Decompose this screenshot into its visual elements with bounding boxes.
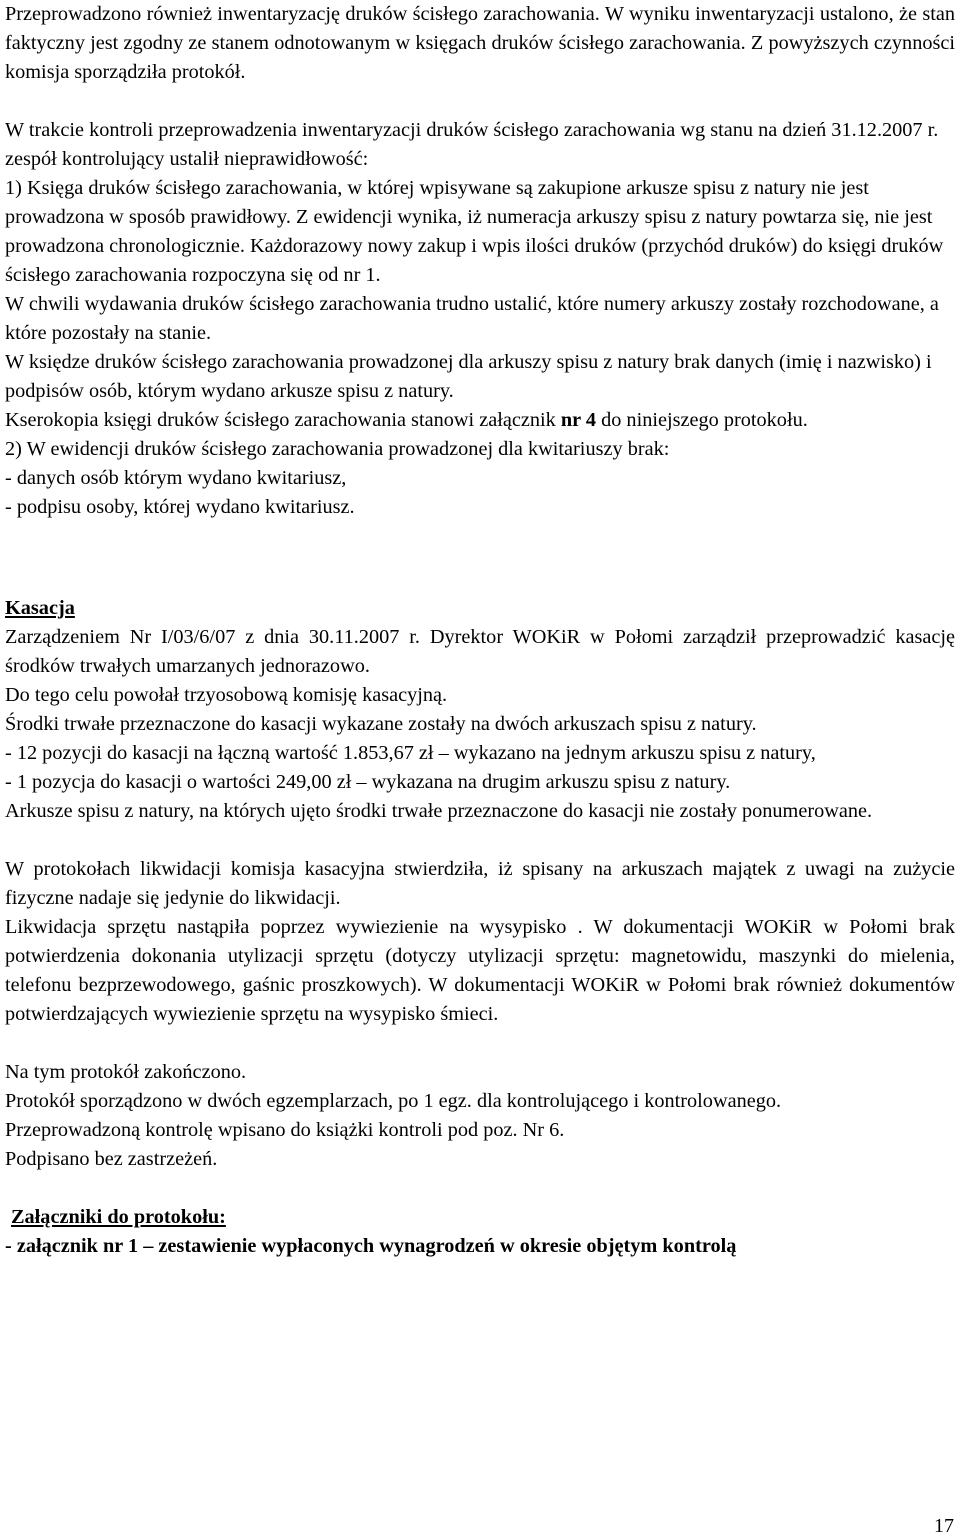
- document-page: [5, 0, 955, 1261]
- kasacja-paragraph-3: Środki trwałe przeznaczone do kasacji wykazane zostały na dwóch arkuszach spisu z natury.: [5, 713, 757, 735]
- control-list-item-2: - podpisu osoby, której wydano kwitariusz.: [5, 496, 355, 518]
- inventory-intro-paragraph: Przeprowadzono również inwentaryzację druków ścisłego zarachowania. W wyniku inwentaryzacji ustalono, że stan faktyczny jest zgodny ze stanem odnotowanym w księgach druków ścisłego zarachowania. Z powyższych czynności komisja sporządziła protokół.: [5, 3, 955, 83]
- control-paragraph-4: W księdze druków ścisłego zarachowania prowadzonej dla arkuszy spisu z natury brak danych (imię i nazwisko) i podpisów osób, którym wydano arkusze spisu z natury.: [5, 351, 932, 402]
- closing-paragraph-3: Przeprowadzoną kontrolę wpisano do książki kontroli pod poz. Nr 6.: [5, 1119, 565, 1141]
- attachment-number-ref: nr 4: [560, 409, 596, 431]
- attachments-heading: Załączniki do protokołu:: [11, 1206, 226, 1228]
- spacer: [5, 522, 955, 565]
- control-paragraph-1: W trakcie kontroli przeprowadzenia inwentaryzacji druków ścisłego zarachowania wg stanu na dzień 31.12.2007 r. zespół kontrolujący ustalił nieprawidłowość:: [5, 119, 939, 170]
- control-list-item-1: - danych osób którym wydano kwitariusz,: [5, 467, 347, 489]
- kasacja-list-item-1: - 12 pozycji do kasacji na łączną wartość 1.853,67 zł – wykazano na jednym arkuszu spisu z natury,: [5, 742, 816, 764]
- closing-paragraph-1: Na tym protokół zakończono.: [5, 1061, 247, 1083]
- kasacja-list-item-2: - 1 pozycja do kasacji o wartości 249,00 zł – wykazana na drugim arkuszu spisu z natury.: [5, 771, 731, 793]
- kasacja-paragraph-1: Zarządzeniem Nr I/03/6/07 z dnia 30.11.2007 r. Dyrektor WOKiR w Połomi zarządził przeprowadzić kasację środków trwałych umarzanych jednorazowo.: [5, 626, 955, 677]
- control-paragraph-3: W chwili wydawania druków ścisłego zarachowania trudno ustalić, które numery arkuszy zostały rozchodowane, a które pozostały na stanie.: [5, 293, 939, 344]
- section-heading-kasacja: Kasacja: [5, 597, 75, 619]
- spacer: [5, 565, 955, 594]
- page-number: 17: [934, 1515, 954, 1537]
- spacer: [5, 826, 955, 855]
- kasacja-paragraph-2: Do tego celu powołał trzyosobową komisję kasacyjną.: [5, 684, 448, 706]
- closing-paragraph-2: Protokół sporządzono w dwóch egzemplarzach, po 1 egz. dla kontrolującego i kontrolowanego.: [5, 1090, 782, 1112]
- control-paragraph-2: 1) Księga druków ścisłego zarachowania, w której wpisywane są zakupione arkusze spisu z natury nie jest prowadzona w sposób prawidłowy. Z ewidencji wynika, iż numeracja arkuszy spisu z natury powtarza się, nie jest prowadzona chronologicznie. Każdorazowy nowy zakup i wpis ilości druków (przychód druków) do księgi druków ścisłego zarachowania rozpoczyna się od nr 1.: [5, 177, 944, 286]
- spacer: [5, 1174, 955, 1203]
- control-paragraph-5-text-b: do niniejszego protokołu.: [596, 409, 808, 431]
- spacer: [5, 1029, 955, 1058]
- spacer: [5, 87, 955, 116]
- control-paragraph-6: 2) W ewidencji druków ścisłego zarachowania prowadzonej dla kwitariuszy brak:: [5, 438, 670, 460]
- kasacja-paragraph-6: Likwidacja sprzętu nastąpiła poprzez wywiezienie na wysypisko . W dokumentacji WOKiR w Połomi brak potwierdzenia dokonania utylizacji sprzętu (dotyczy utylizacji sprzętu: magnetowidu, maszynki do mielenia, telefonu bezprzewodowego, gaśnic proszkowych). W dokumentacji WOKiR w Połomi brak również dokumentów potwierdzających wywiezienie sprzętu na wysypisko śmieci.: [5, 916, 955, 1025]
- kasacja-paragraph-4: Arkusze spisu z natury, na których ujęto środki trwałe przeznaczone do kasacji nie zostały ponumerowane.: [5, 800, 873, 822]
- kasacja-paragraph-5: W protokołach likwidacji komisja kasacyjna stwierdziła, iż spisany na arkuszach majątek z uwagi na zużycie fizyczne nadaje się jedynie do likwidacji.: [5, 858, 955, 909]
- closing-paragraph-4: Podpisano bez zastrzeżeń.: [5, 1148, 218, 1170]
- control-paragraph-5: [5, 406, 955, 435]
- control-paragraph-5-text-a: Kserokopia księgi druków ścisłego zarachowania stanowi załącznik: [5, 409, 561, 431]
- attachment-item-1: - załącznik nr 1 – zestawienie wypłaconych wynagrodzeń w okresie objętym kontrolą: [5, 1235, 737, 1257]
